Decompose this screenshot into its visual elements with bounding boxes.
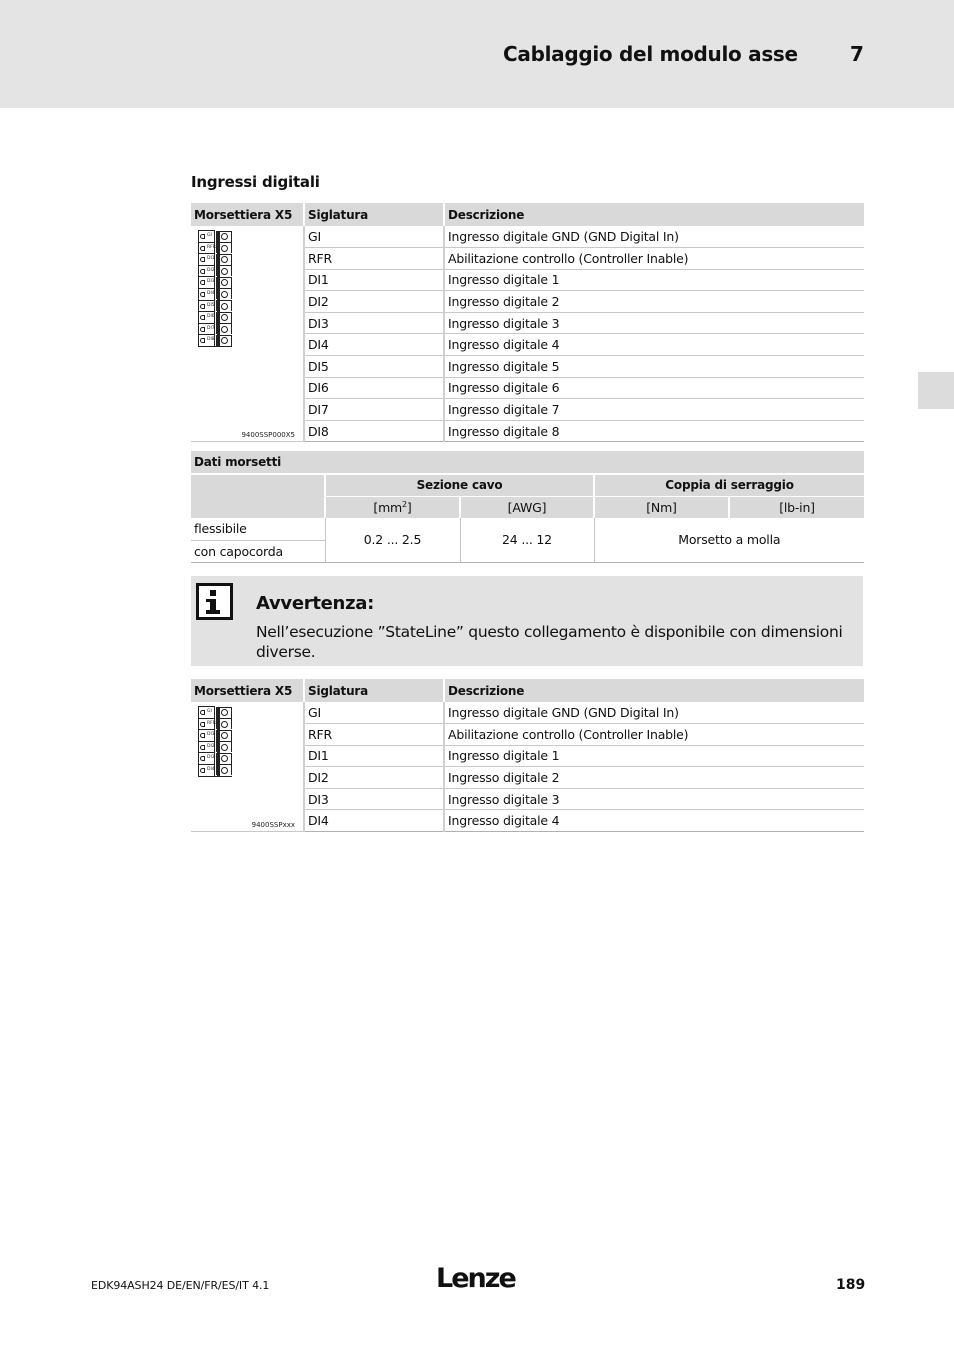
row-label-capocorda: con capocorda	[191, 540, 325, 562]
terminal-pin-label: RFR	[207, 244, 216, 250]
unit-mm2-pre: [mm	[373, 499, 403, 515]
descrizione-cell: Ingresso digitale GND (GND Digital In)	[444, 702, 864, 724]
descrizione-cell: Abilitazione controllo (Controller Inable)	[444, 724, 864, 746]
terminal-pin-label: DI3	[207, 755, 215, 761]
value-awg: 24 ... 12	[460, 518, 594, 562]
siglatura-cell: DI2	[304, 291, 444, 313]
unit-lbin: [lb-in]	[729, 496, 864, 518]
terminal-strip-icon	[198, 230, 232, 347]
descrizione-cell: Ingresso digitale 3	[444, 788, 864, 810]
descrizione-cell: Ingresso digitale 4	[444, 810, 864, 832]
terminal-pin-label: DI2	[207, 743, 215, 749]
terminal-pin-label: DI6	[207, 314, 215, 320]
header-morsettiera: Morsettiera X5	[191, 679, 304, 702]
note-title: Avvertenza:	[256, 593, 374, 614]
terminal-strip-icon	[198, 706, 232, 777]
siglatura-cell: DI2	[304, 767, 444, 789]
siglatura-cell: DI1	[304, 269, 444, 291]
descrizione-cell: Ingresso digitale 2	[444, 291, 864, 313]
data-row-flessibile	[191, 518, 864, 540]
siglatura-cell: DI8	[304, 420, 444, 442]
unit-mm2-sup: 2	[402, 499, 407, 509]
section-heading: Ingressi digitali	[191, 173, 320, 191]
terminal-pin-label: DI1	[207, 732, 215, 738]
terminal-pin-label: DI2	[207, 267, 215, 273]
siglatura-cell: DI4	[304, 334, 444, 356]
siglatura-cell: RFR	[304, 724, 444, 746]
terminal-data-table	[191, 451, 864, 563]
data-table-empty-cell	[191, 474, 325, 518]
siglatura-cell: DI1	[304, 745, 444, 767]
terminal-pin-label: GI	[207, 709, 212, 714]
table-header-row	[191, 203, 864, 226]
descrizione-cell: Ingresso digitale 1	[444, 745, 864, 767]
chapter-number: 7	[850, 42, 864, 66]
data-table-title-row	[191, 451, 864, 474]
descrizione-cell: Ingresso digitale 5	[444, 356, 864, 378]
descrizione-cell: Ingresso digitale 4	[444, 334, 864, 356]
value-torque: Morsetto a molla	[594, 518, 864, 562]
siglatura-cell: GI	[304, 702, 444, 724]
siglatura-cell: RFR	[304, 248, 444, 270]
unit-nm: [Nm]	[594, 496, 729, 518]
siglatura-cell: DI6	[304, 377, 444, 399]
header-descrizione: Descrizione	[444, 679, 864, 702]
descrizione-cell: Ingresso digitale GND (GND Digital In)	[444, 226, 864, 248]
siglatura-cell: DI3	[304, 788, 444, 810]
chapter-side-tab	[918, 372, 954, 409]
unit-awg: [AWG]	[460, 496, 594, 518]
header-band	[0, 0, 954, 108]
terminal-pin-label: DI4	[207, 766, 215, 772]
descrizione-cell: Ingresso digitale 8	[444, 420, 864, 442]
terminal-pin-label: DI4	[207, 290, 215, 296]
header-siglatura: Siglatura	[304, 203, 444, 226]
terminal-pin-label: RFR	[207, 720, 216, 726]
image-reference-code: 9400SSP000X5	[241, 431, 295, 440]
col-sezione-cavo: Sezione cavo	[325, 474, 594, 496]
page-title: Cablaggio del modulo asse	[503, 42, 798, 66]
unit-mm2	[325, 496, 460, 518]
page-number: 189	[836, 1277, 866, 1293]
descrizione-cell: Ingresso digitale 2	[444, 767, 864, 789]
siglatura-cell: DI4	[304, 810, 444, 832]
header-descrizione: Descrizione	[444, 203, 864, 226]
terminal-table-x5-stateline	[191, 679, 864, 832]
descrizione-cell: Ingresso digitale 6	[444, 377, 864, 399]
descrizione-cell: Ingresso digitale 3	[444, 312, 864, 334]
note-text: Nell’esecuzione ”StateLine” questo collegamento è disponibile con dimensioni diverse.	[256, 623, 843, 661]
descrizione-cell: Abilitazione controllo (Controller Inable)	[444, 248, 864, 270]
terminal-pin-label: DI1	[207, 256, 215, 262]
info-icon	[196, 583, 233, 620]
siglatura-cell: DI3	[304, 312, 444, 334]
siglatura-cell: DI7	[304, 399, 444, 421]
descrizione-cell: Ingresso digitale 1	[444, 269, 864, 291]
table-header-row	[191, 679, 864, 702]
terminal-table-x5-full	[191, 203, 864, 442]
descrizione-cell: Ingresso digitale 7	[444, 399, 864, 421]
footer-document-code: EDK94ASH24 DE/EN/FR/ES/IT 4.1	[91, 1279, 270, 1292]
terminal-strip-image	[191, 226, 304, 442]
note-box	[191, 576, 863, 666]
col-coppia-serraggio: Coppia di serraggio	[594, 474, 864, 496]
terminal-pin-label: DI7	[207, 325, 215, 331]
unit-mm2-post: ]	[406, 499, 412, 515]
lenze-logo: Lenze	[436, 1263, 515, 1294]
terminal-pin-label: DI8	[207, 337, 215, 343]
terminal-pin-label: DI5	[207, 302, 215, 308]
data-table-title: Dati morsetti	[191, 451, 864, 474]
terminal-strip-image	[191, 702, 304, 832]
data-table-group-row	[191, 474, 864, 496]
row-label-flessibile: flessibile	[191, 518, 325, 540]
terminal-pin-label: GI	[207, 233, 212, 238]
terminal-pin-label: DI3	[207, 279, 215, 285]
value-mm2: 0.2 ... 2.5	[325, 518, 460, 562]
table-row	[191, 226, 864, 248]
image-reference-code: 9400SSPxxx	[251, 821, 295, 830]
header-morsettiera: Morsettiera X5	[191, 203, 304, 226]
siglatura-cell: DI5	[304, 356, 444, 378]
header-siglatura: Siglatura	[304, 679, 444, 702]
siglatura-cell: GI	[304, 226, 444, 248]
table-row	[191, 702, 864, 724]
